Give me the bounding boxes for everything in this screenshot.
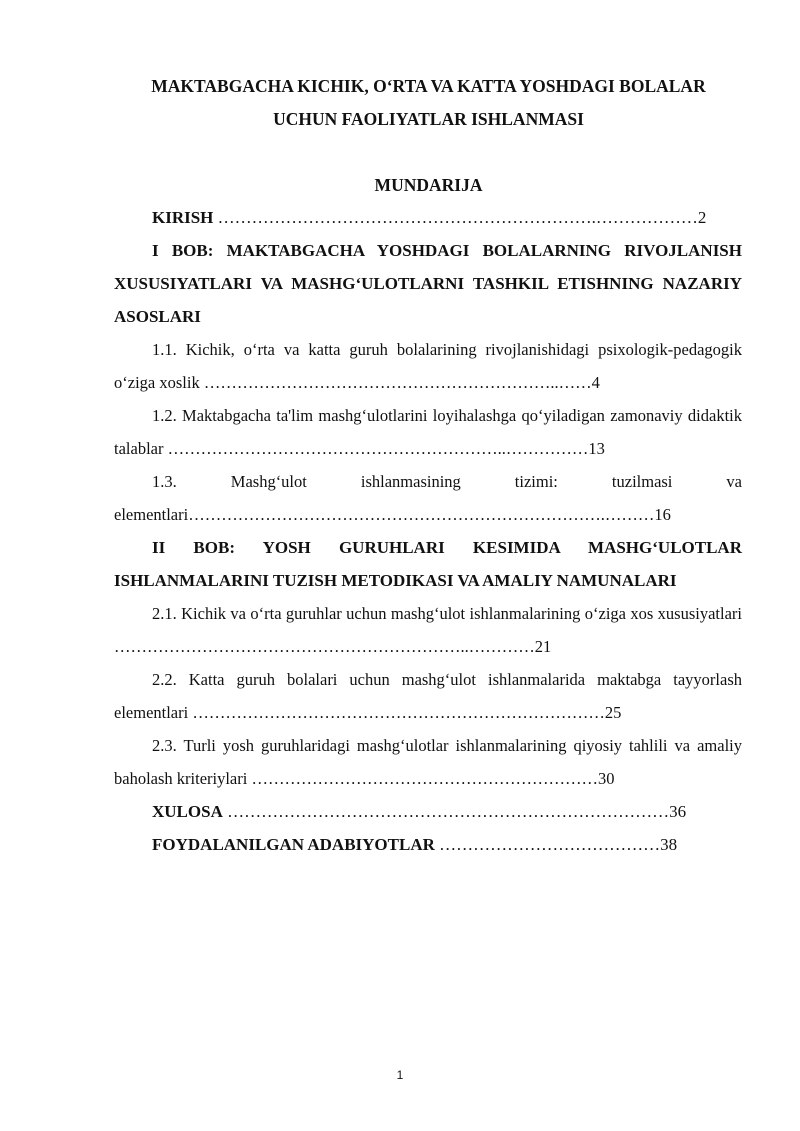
table-of-contents — [114, 201, 742, 861]
toc-label: KIRISH — [152, 208, 214, 227]
page-number: 1 — [396, 1068, 404, 1082]
toc-entry-chapter-2[interactable]: II BOB: YOSH GURUHLARI KESIMIDA MASHG‘ULOTLAR ISHLANMALARINI TUZISH METODIKASI VA AMALIY NAMUNALARI — [114, 538, 742, 590]
toc-entry-1-3[interactable]: 1.3. Mashg‘ulot ishlanmasining tizimi: tuzilmasi va elementlari………………………………………………………………….………16 — [114, 472, 742, 524]
toc-entry-1-2[interactable]: 1.2. Maktabgacha ta'lim mashg‘ulotlarini loyihalashga qo‘yiladigan zamonaviy didaktik talablar ……………………………………………………..……………13 — [114, 406, 742, 458]
toc-leader: …………………………………38 — [434, 835, 678, 854]
contents-heading: MUNDARIJA — [374, 175, 483, 195]
toc-entry-adabiyotlar[interactable] — [114, 828, 742, 861]
toc-entry-chapter-1[interactable]: I BOB: MAKTABGACHA YOSHDAGI BOLALARNING RIVOJLANISH XUSUSIYATLARI VA MASHG‘ULOTLARNI TASHKIL ETISHNING NAZARIY ASOSLARI — [114, 241, 742, 326]
toc-entry-2-1[interactable]: 2.1. Kichik va o‘rta guruhlar uchun mashg‘ulot ishlanmalarining o‘ziga xos xususiyatlari ………………………………………………………..…………21 — [114, 604, 742, 656]
toc-leader: ………………………………………………………….………………2 — [213, 208, 707, 227]
toc-leader: ……………………………………………………………………36 — [222, 802, 687, 821]
toc-entry-2-3[interactable]: 2.3. Turli yosh guruhlaridagi mashg‘ulotlar ishlanmalarining qiyosiy tahlili va amaliy baholash kriteriylari ………………………………………………………30 — [114, 736, 742, 788]
toc-entry-1-1[interactable]: 1.1. Kichik, o‘rta va katta guruh bolalarining rivojlanishidagi psixologik-pedagogik o‘ziga xoslik ………………………………………………………..……4 — [114, 340, 742, 392]
title-line-1: MAKTABGACHA KICHIK, O‘RTA VA KATTA YOSHDAGI BOLALAR — [151, 76, 706, 96]
toc-entry-kirish[interactable] — [114, 201, 742, 234]
toc-label: FOYDALANILGAN ADABIYOTLAR — [152, 835, 435, 854]
title-line-2: UCHUN FAOLIYATLAR ISHLANMASI — [273, 109, 584, 129]
document-title — [100, 70, 757, 136]
toc-label: XULOSA — [152, 802, 223, 821]
toc-entry-2-2[interactable]: 2.2. Katta guruh bolalari uchun mashg‘ulot ishlanmalarida maktabga tayyorlash elementlari …………………………………………………………………25 — [114, 670, 742, 722]
toc-entry-xulosa[interactable] — [114, 795, 742, 828]
